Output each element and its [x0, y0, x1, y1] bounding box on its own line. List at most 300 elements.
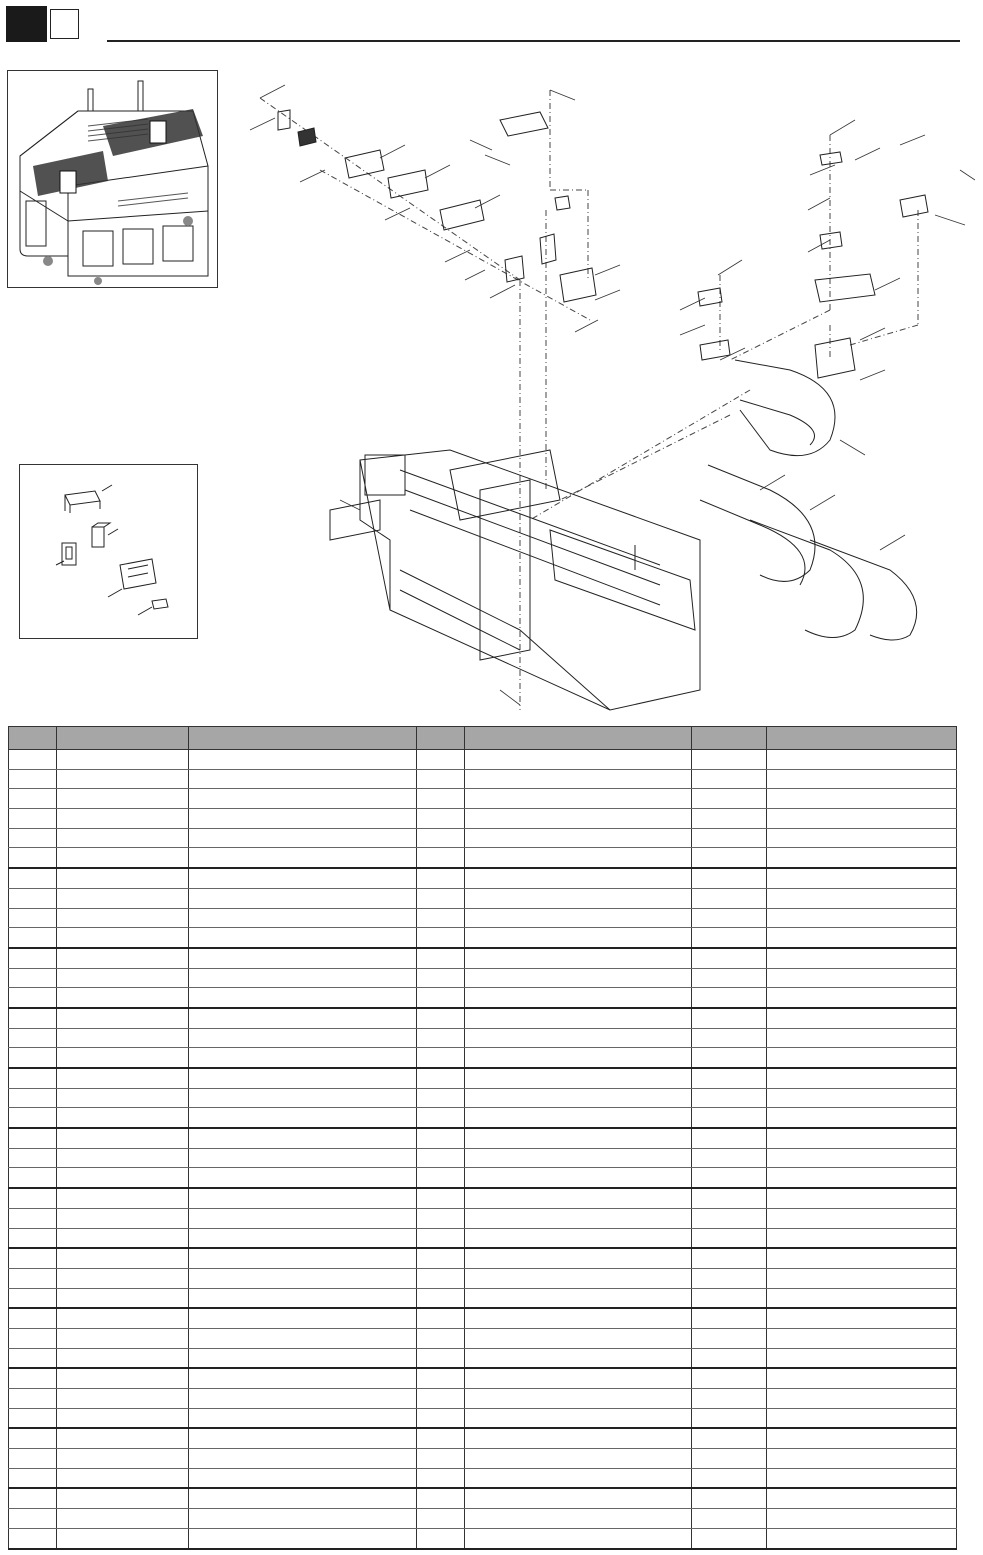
- table-cell: [692, 1028, 767, 1048]
- table-cell: [57, 848, 189, 868]
- machine-overview-figure: [7, 70, 218, 288]
- table-cell: [189, 1328, 417, 1348]
- table-cell: [692, 1389, 767, 1409]
- table-cell: [465, 988, 692, 1008]
- table-cell: [189, 948, 417, 968]
- table-cell: [417, 868, 465, 888]
- table-cell: [767, 1208, 957, 1228]
- table-cell: [692, 1449, 767, 1469]
- table-row: [9, 1449, 957, 1469]
- table-cell: [767, 809, 957, 829]
- table-cell: [9, 1108, 57, 1128]
- table-cell: [57, 948, 189, 968]
- table-cell: [767, 1288, 957, 1308]
- column-header: [465, 727, 692, 750]
- table-cell: [465, 1168, 692, 1188]
- table-cell: [189, 1449, 417, 1469]
- table-cell: [417, 1168, 465, 1188]
- table-cell: [189, 1008, 417, 1028]
- table-cell: [57, 1509, 189, 1529]
- table-cell: [57, 1188, 189, 1208]
- table-cell: [417, 1528, 465, 1548]
- table-cell: [57, 1228, 189, 1248]
- table-cell: [9, 908, 57, 928]
- table-cell: [692, 1188, 767, 1208]
- table-cell: [465, 1348, 692, 1368]
- table-cell: [417, 1068, 465, 1088]
- table-cell: [189, 789, 417, 809]
- table-cell: [9, 968, 57, 988]
- table-row: [9, 1528, 957, 1548]
- table-cell: [57, 1028, 189, 1048]
- table-cell: [767, 1168, 957, 1188]
- table-cell: [189, 1128, 417, 1148]
- table-cell: [9, 1288, 57, 1308]
- table-cell: [417, 769, 465, 789]
- table-cell: [465, 848, 692, 868]
- table-cell: [189, 1068, 417, 1088]
- table-cell: [692, 1168, 767, 1188]
- table-cell: [767, 868, 957, 888]
- detail-inset-drawing: [20, 465, 197, 638]
- table-cell: [692, 1368, 767, 1388]
- table-cell: [767, 750, 957, 770]
- table-row: [9, 1188, 957, 1208]
- table-cell: [465, 1028, 692, 1048]
- table-cell: [57, 1449, 189, 1469]
- table-cell: [9, 1408, 57, 1428]
- table-cell: [417, 750, 465, 770]
- table-cell: [767, 1428, 957, 1448]
- table-cell: [189, 1188, 417, 1208]
- table-cell: [692, 888, 767, 908]
- table-cell: [692, 1228, 767, 1248]
- table-cell: [417, 1328, 465, 1348]
- table-row: [9, 1328, 957, 1348]
- table-row: [9, 1348, 957, 1368]
- table-cell: [767, 1268, 957, 1288]
- table-row: [9, 1068, 957, 1088]
- table-cell: [692, 1528, 767, 1548]
- table-cell: [692, 928, 767, 948]
- column-header: [767, 727, 957, 750]
- table-row: [9, 988, 957, 1008]
- table-cell: [57, 1168, 189, 1188]
- table-cell: [57, 1148, 189, 1168]
- table-cell: [465, 769, 692, 789]
- callout-a-box: [60, 171, 76, 193]
- table-cell: [189, 1228, 417, 1248]
- table-cell: [189, 1028, 417, 1048]
- table-cell: [417, 1509, 465, 1529]
- table-cell: [465, 1188, 692, 1208]
- table-row: [9, 789, 957, 809]
- table-cell: [767, 1068, 957, 1088]
- table-cell: [465, 1008, 692, 1028]
- table-cell: [57, 789, 189, 809]
- table-cell: [465, 1068, 692, 1088]
- table-cell: [57, 1368, 189, 1388]
- table-cell: [189, 1308, 417, 1328]
- table-row: [9, 1028, 957, 1048]
- table-cell: [692, 948, 767, 968]
- table-cell: [9, 1048, 57, 1068]
- table-cell: [692, 1268, 767, 1288]
- table-cell: [189, 769, 417, 789]
- table-cell: [692, 1108, 767, 1128]
- table-cell: [189, 928, 417, 948]
- table-cell: [189, 1088, 417, 1108]
- table-cell: [417, 1368, 465, 1388]
- table-row: [9, 968, 957, 988]
- table-cell: [767, 769, 957, 789]
- table-cell: [465, 1048, 692, 1068]
- table-cell: [692, 1048, 767, 1068]
- table-cell: [692, 1088, 767, 1108]
- table-cell: [9, 1308, 57, 1328]
- table-cell: [57, 1408, 189, 1428]
- table-cell: [465, 1509, 692, 1529]
- table-row: [9, 1488, 957, 1508]
- table-row: [9, 1208, 957, 1228]
- table-cell: [465, 1328, 692, 1348]
- table-cell: [465, 828, 692, 848]
- table-cell: [417, 1348, 465, 1368]
- table-cell: [9, 1008, 57, 1028]
- table-cell: [465, 928, 692, 948]
- table-cell: [57, 1068, 189, 1088]
- table-cell: [189, 1108, 417, 1128]
- table-cell: [417, 828, 465, 848]
- table-cell: [692, 968, 767, 988]
- table-cell: [9, 1348, 57, 1368]
- table-cell: [417, 1308, 465, 1328]
- table-cell: [767, 968, 957, 988]
- table-cell: [57, 1488, 189, 1508]
- table-row: [9, 1468, 957, 1488]
- table-cell: [417, 968, 465, 988]
- table-cell: [57, 1128, 189, 1148]
- table-row: [9, 1228, 957, 1248]
- table-cell: [9, 1068, 57, 1088]
- table-cell: [465, 948, 692, 968]
- table-cell: [417, 1449, 465, 1469]
- table-cell: [189, 1348, 417, 1368]
- table-cell: [189, 968, 417, 988]
- table-cell: [417, 1468, 465, 1488]
- table-cell: [767, 828, 957, 848]
- table-cell: [417, 1488, 465, 1508]
- table-cell: [57, 1308, 189, 1328]
- table-cell: [189, 1488, 417, 1508]
- table-row: [9, 1408, 957, 1428]
- table-cell: [9, 888, 57, 908]
- table-cell: [767, 789, 957, 809]
- table-cell: [9, 1228, 57, 1248]
- table-cell: [767, 848, 957, 868]
- table-cell: [465, 1208, 692, 1228]
- table-cell: [57, 1389, 189, 1409]
- table-row: [9, 1108, 957, 1128]
- table-cell: [692, 1308, 767, 1328]
- table-cell: [692, 908, 767, 928]
- table-cell: [465, 1449, 692, 1469]
- table-cell: [57, 750, 189, 770]
- table-cell: [767, 1348, 957, 1368]
- table-cell: [417, 1028, 465, 1048]
- table-cell: [465, 1528, 692, 1548]
- table-cell: [9, 1268, 57, 1288]
- table-cell: [417, 1188, 465, 1208]
- table-cell: [57, 868, 189, 888]
- table-cell: [767, 948, 957, 968]
- section-tab: [6, 6, 47, 42]
- table-row: [9, 1509, 957, 1529]
- table-cell: [767, 1248, 957, 1268]
- table-cell: [9, 1208, 57, 1228]
- table-cell: [692, 1488, 767, 1508]
- table-cell: [57, 1428, 189, 1448]
- table-cell: [57, 968, 189, 988]
- table-cell: [465, 809, 692, 829]
- table-cell: [9, 1188, 57, 1208]
- table-cell: [9, 1449, 57, 1469]
- table-cell: [189, 1048, 417, 1068]
- table-row: [9, 1389, 957, 1409]
- table-cell: [692, 1348, 767, 1368]
- exploded-view-drawing: [230, 70, 975, 715]
- table-row: [9, 809, 957, 829]
- table-cell: [57, 1288, 189, 1308]
- parts-list-table: [8, 726, 957, 1550]
- table-cell: [465, 868, 692, 888]
- table-cell: [417, 1108, 465, 1128]
- table-cell: [189, 1389, 417, 1409]
- table-cell: [692, 1148, 767, 1168]
- table-cell: [9, 1468, 57, 1488]
- table-cell: [189, 809, 417, 829]
- table-cell: [9, 750, 57, 770]
- table-cell: [465, 1288, 692, 1308]
- table-cell: [692, 1328, 767, 1348]
- table-cell: [767, 928, 957, 948]
- table-cell: [417, 1148, 465, 1168]
- table-cell: [692, 789, 767, 809]
- table-cell: [767, 988, 957, 1008]
- detail-inset-figure: [19, 464, 198, 639]
- table-row: [9, 868, 957, 888]
- table-cell: [9, 1509, 57, 1529]
- table-cell: [57, 908, 189, 928]
- table-cell: [9, 1028, 57, 1048]
- table-cell: [57, 809, 189, 829]
- table-cell: [465, 750, 692, 770]
- table-cell: [189, 908, 417, 928]
- table-cell: [692, 1509, 767, 1529]
- exploded-assembly-diagram: [230, 70, 975, 715]
- table-cell: [767, 1509, 957, 1529]
- table-cell: [417, 1128, 465, 1148]
- table-cell: [9, 948, 57, 968]
- table-cell: [465, 968, 692, 988]
- table-cell: [692, 1128, 767, 1148]
- table-cell: [767, 1148, 957, 1168]
- table-cell: [57, 1468, 189, 1488]
- table-cell: [692, 828, 767, 848]
- table-cell: [692, 769, 767, 789]
- table-cell: [767, 1108, 957, 1128]
- table-cell: [189, 1268, 417, 1288]
- table-cell: [57, 828, 189, 848]
- table-cell: [767, 1408, 957, 1428]
- table-cell: [767, 1488, 957, 1508]
- table-cell: [417, 1248, 465, 1268]
- table-header-row: [9, 727, 957, 750]
- table-cell: [692, 1288, 767, 1308]
- table-cell: [465, 908, 692, 928]
- table-row: [9, 1088, 957, 1108]
- table-cell: [189, 750, 417, 770]
- table-cell: [417, 1288, 465, 1308]
- table-row: [9, 848, 957, 868]
- table-cell: [189, 988, 417, 1008]
- table-cell: [57, 1328, 189, 1348]
- table-cell: [767, 1328, 957, 1348]
- table-cell: [189, 1148, 417, 1168]
- table-cell: [9, 1389, 57, 1409]
- table-cell: [767, 1308, 957, 1328]
- table-cell: [189, 1528, 417, 1548]
- table-cell: [692, 1008, 767, 1028]
- table-cell: [692, 1428, 767, 1448]
- table-cell: [417, 809, 465, 829]
- table-cell: [9, 1148, 57, 1168]
- table-cell: [465, 1488, 692, 1508]
- table-cell: [465, 1248, 692, 1268]
- table-cell: [9, 1248, 57, 1268]
- table-cell: [9, 1168, 57, 1188]
- table-cell: [9, 1368, 57, 1388]
- table-cell: [417, 908, 465, 928]
- table-cell: [767, 1188, 957, 1208]
- table-cell: [465, 1128, 692, 1148]
- table-cell: [692, 1068, 767, 1088]
- table-cell: [57, 1268, 189, 1288]
- table-cell: [189, 868, 417, 888]
- table-cell: [189, 1248, 417, 1268]
- table-cell: [417, 988, 465, 1008]
- column-header: [189, 727, 417, 750]
- table-cell: [692, 1408, 767, 1428]
- table-cell: [767, 908, 957, 928]
- table-row: [9, 948, 957, 968]
- table-cell: [9, 1128, 57, 1148]
- table-cell: [767, 1228, 957, 1248]
- table-cell: [189, 1509, 417, 1529]
- table-cell: [465, 789, 692, 809]
- table-cell: [189, 1408, 417, 1428]
- table-cell: [189, 888, 417, 908]
- table-cell: [417, 1088, 465, 1108]
- table-cell: [692, 750, 767, 770]
- table-cell: [417, 948, 465, 968]
- table-row: [9, 1148, 957, 1168]
- table-cell: [417, 1268, 465, 1288]
- table-cell: [465, 1228, 692, 1248]
- table-body: [9, 750, 957, 1549]
- table-cell: [9, 1428, 57, 1448]
- table-cell: [57, 1108, 189, 1128]
- table-cell: [57, 988, 189, 1008]
- table-cell: [189, 1468, 417, 1488]
- table-cell: [465, 1148, 692, 1168]
- machine-overview-drawing: [8, 71, 217, 287]
- table-cell: [767, 1468, 957, 1488]
- table-cell: [57, 769, 189, 789]
- table-cell: [465, 1389, 692, 1409]
- table-cell: [465, 1268, 692, 1288]
- table-cell: [465, 1308, 692, 1328]
- table-cell: [417, 1008, 465, 1028]
- table-cell: [417, 928, 465, 948]
- table-cell: [417, 1408, 465, 1428]
- table-cell: [189, 848, 417, 868]
- table-cell: [9, 789, 57, 809]
- table-cell: [57, 928, 189, 948]
- table-cell: [417, 789, 465, 809]
- table-row: [9, 928, 957, 948]
- table-cell: [767, 1008, 957, 1028]
- table-cell: [189, 828, 417, 848]
- table-row: [9, 888, 957, 908]
- table-cell: [692, 1248, 767, 1268]
- table-cell: [767, 888, 957, 908]
- column-header: [57, 727, 189, 750]
- table-cell: [9, 769, 57, 789]
- column-header: [692, 727, 767, 750]
- table-cell: [767, 1048, 957, 1068]
- table-row: [9, 1268, 957, 1288]
- table-cell: [767, 1028, 957, 1048]
- table-cell: [189, 1368, 417, 1388]
- table-cell: [57, 1008, 189, 1028]
- table-cell: [189, 1288, 417, 1308]
- table-cell: [767, 1368, 957, 1388]
- table-cell: [767, 1528, 957, 1548]
- table-cell: [767, 1389, 957, 1409]
- table-cell: [767, 1128, 957, 1148]
- table-cell: [465, 1108, 692, 1128]
- table-cell: [9, 809, 57, 829]
- table-cell: [9, 928, 57, 948]
- table-row: [9, 1128, 957, 1148]
- table-cell: [57, 1528, 189, 1548]
- table-cell: [692, 988, 767, 1008]
- table-cell: [465, 1428, 692, 1448]
- table-row: [9, 828, 957, 848]
- table-cell: [9, 1528, 57, 1548]
- table-cell: [57, 1348, 189, 1368]
- table-cell: [417, 1389, 465, 1409]
- table-cell: [692, 1468, 767, 1488]
- table-cell: [767, 1088, 957, 1108]
- table-cell: [465, 1468, 692, 1488]
- table-cell: [9, 828, 57, 848]
- table-cell: [57, 1088, 189, 1108]
- table-row: [9, 1008, 957, 1028]
- table-row: [9, 908, 957, 928]
- table-cell: [692, 868, 767, 888]
